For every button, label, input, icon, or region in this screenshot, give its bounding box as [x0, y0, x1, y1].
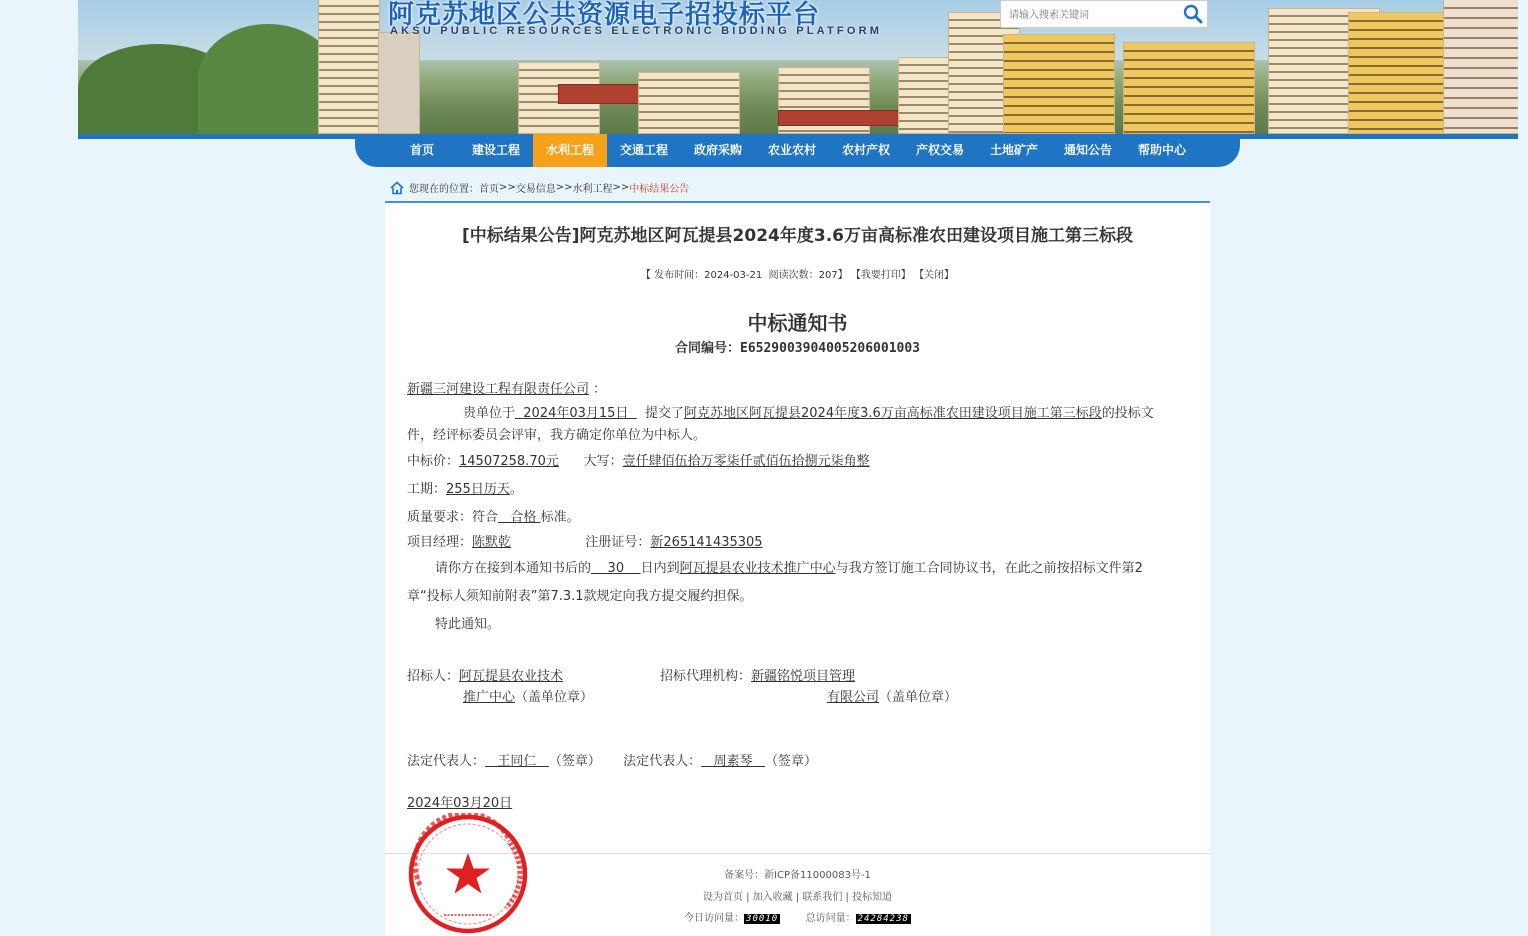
- meta-close: 】: [837, 270, 848, 281]
- rep-1: [485, 754, 549, 769]
- nav-item-home[interactable]: 首页: [409, 143, 434, 157]
- breadcrumb-trade-info[interactable]: 交易信息: [515, 184, 556, 195]
- contract-number: [385, 337, 1210, 356]
- quality-line: [407, 506, 580, 525]
- pm-line: [407, 531, 763, 550]
- days-value: [591, 561, 641, 576]
- notice-date-value: 2024年03月20日: [407, 796, 513, 811]
- addressee: 新疆三河建设工程有限责任公司: [407, 382, 590, 397]
- signing-place: 阿瓦提县农业技术推广中心: [679, 561, 836, 576]
- tenderer-line2: [463, 686, 593, 705]
- breadcrumb-water[interactable]: 水利工程: [572, 184, 613, 195]
- para2-line1: [435, 557, 1143, 576]
- nav-item-transport[interactable]: 交通工程: [619, 143, 668, 157]
- quality-value: [498, 510, 541, 525]
- rep-label-2: 法定代表人：: [623, 754, 702, 769]
- p1-b: 提交了: [644, 406, 684, 421]
- nav-item-rural-property[interactable]: 农村产权: [841, 143, 890, 157]
- para1-line1: [463, 402, 1154, 421]
- add-favorite-link[interactable]: 加入收藏: [752, 892, 793, 903]
- nav-item-notices[interactable]: 通知公告: [1063, 143, 1112, 157]
- addressee-line: [407, 378, 606, 397]
- article-meta: [385, 266, 1210, 281]
- submit-date-value: 2024年03月15日: [523, 406, 629, 421]
- tenderer-name-1: 阿瓦提县农业技术: [459, 669, 564, 684]
- agency-line2: [827, 686, 957, 705]
- nav-item-water[interactable]: 水利工程: [533, 134, 607, 167]
- views-label: 阅读次数：: [768, 270, 819, 281]
- breadcrumb-home[interactable]: 首页: [479, 184, 499, 195]
- pm-label: 项目经理：: [407, 535, 473, 550]
- notice-date: [407, 792, 512, 811]
- breadcrumb-current: 中标结果公告: [629, 184, 690, 195]
- quality-end: 标准。: [540, 510, 580, 525]
- nav-item-help[interactable]: 帮助中心: [1137, 143, 1186, 157]
- print-button[interactable]: 【我要打印】: [850, 270, 911, 281]
- p2-b: 日内到: [640, 561, 680, 576]
- official-seal-stamp: [406, 813, 530, 935]
- icp-record: 备案号：新ICP备11000083号-1: [724, 870, 871, 881]
- tenderer-label: 招标人：: [407, 669, 460, 684]
- price-line: [407, 450, 870, 469]
- today-visits-label: 今日访问量：: [684, 913, 745, 924]
- bid-price: 14507258.70元: [459, 454, 559, 469]
- close-button[interactable]: 【关闭】: [914, 270, 955, 281]
- closing-text: 特此通知。: [435, 617, 501, 632]
- period-end: 。: [509, 482, 523, 497]
- tenderer-line: [407, 665, 563, 684]
- search-input[interactable]: [1007, 2, 1181, 28]
- nav-item-agriculture[interactable]: 农业农村: [767, 143, 816, 157]
- contact-link[interactable]: 联系我们: [802, 892, 843, 903]
- contract-label: 合同编号：: [674, 341, 740, 356]
- rep-2-name: 周素琴: [713, 754, 753, 769]
- sign-note-1: （签章）: [548, 754, 601, 769]
- meta-publish-label: 【 发布时间：: [640, 270, 705, 281]
- agency-label: 招标代理机构：: [660, 669, 752, 684]
- para2-line2: 章“投标人须知前附表”第7.3.1款规定向我方提交履约担保。: [407, 589, 753, 604]
- total-visits-label: 总访问量：: [805, 913, 856, 924]
- publish-date: 2024-03-21: [704, 270, 763, 281]
- breadcrumb-sep: >>: [555, 182, 573, 193]
- sign-note-2: （签章）: [764, 754, 817, 769]
- p2-c: 与我方签订施工合同协议书，在此之前按招标文件第2: [835, 561, 1143, 576]
- nav-item-land-mineral[interactable]: 土地矿产: [989, 143, 1038, 157]
- search-box: [1000, 0, 1208, 28]
- site-title: 阿克苏地区公共资源电子招投标平台: [388, 0, 821, 29]
- site-subtitle: AKSU PUBLIC RESOURCES ELECTRONIC BIDDING PLATFORM: [390, 25, 883, 37]
- reg-label: 注册证号：: [585, 535, 651, 550]
- quality-label: 质量要求：符合: [407, 510, 499, 525]
- price-label: 中标价：: [407, 454, 460, 469]
- addressee-suffix: ：: [593, 382, 607, 397]
- breadcrumb-sep: >>: [499, 182, 516, 193]
- tenderer-name-2: 推广中心: [463, 690, 516, 705]
- search-icon[interactable]: [1183, 4, 1203, 24]
- nav-item-construction[interactable]: 建设工程: [471, 143, 520, 157]
- bid-knowledge-link[interactable]: 投标知道: [852, 892, 893, 903]
- article-panel: [385, 203, 1210, 853]
- agency-name-2: 有限公司: [827, 690, 880, 705]
- agency-name-1: 新疆铭悦项目管理: [751, 669, 856, 684]
- nav-item-property-trade[interactable]: 产权交易: [915, 143, 964, 157]
- views-count: 207: [818, 270, 838, 281]
- footer-links: 设为首页 | 加入收藏 | 联系我们 | 投标知道: [702, 892, 893, 903]
- article-title: [中标结果公告]阿克苏地区阿瓦提县2024年度3.6万亩高标准农田建设项目施工第三标段: [462, 226, 1133, 246]
- price-upper-label: 大写：: [583, 454, 623, 469]
- registration-no: 新265141435305: [650, 535, 763, 550]
- rep-1-name: 王同仁: [497, 754, 537, 769]
- period-label: 工期：: [407, 482, 447, 497]
- construction-period: 255日历天: [446, 482, 510, 497]
- breadcrumb-sep: >>: [612, 182, 630, 193]
- set-homepage-link[interactable]: 设为首页: [702, 892, 743, 903]
- breadcrumb: [390, 180, 689, 195]
- p1-c: 的投标文: [1101, 406, 1154, 421]
- submit-date: [515, 406, 637, 421]
- period-line: [407, 478, 523, 497]
- p2-a: 请你方在接到本通知书后的: [435, 561, 592, 576]
- days-text: 30: [607, 561, 625, 576]
- agency-seal-note: （盖单位章）: [879, 690, 958, 705]
- rep-label-1: 法定代表人：: [407, 754, 486, 769]
- nav-item-procurement[interactable]: 政府采购: [693, 143, 742, 157]
- home-icon: [390, 181, 404, 195]
- rep-2: [701, 754, 765, 769]
- project-manager: 陈默乾: [472, 535, 512, 550]
- quality-text: 合格: [510, 510, 537, 525]
- p1-a: 贵单位于: [463, 406, 516, 421]
- today-visits: 30010: [746, 914, 779, 924]
- main-nav: [355, 134, 1240, 167]
- tenderer-seal-note: （盖单位章）: [515, 690, 594, 705]
- notice-heading: 中标通知书: [747, 311, 848, 335]
- bid-price-upper: 壹仟肆佰伍拾万零柒仟贰佰伍拾捌元柒角整: [622, 454, 870, 469]
- project-name: 阿克苏地区阿瓦提县2024年度3.6万亩高标准农田建设项目施工第三标段: [684, 406, 1102, 421]
- breadcrumb-prefix: 您现在的位置：: [409, 184, 479, 195]
- rep-line: [407, 750, 817, 769]
- agency-line: [660, 665, 855, 684]
- contract-no: E6529003904005206001003: [740, 341, 921, 356]
- total-visits: 24284238: [857, 914, 909, 924]
- para1-line2: 件，经评标委员会评审，我方确定你单位为中标人。: [407, 428, 707, 443]
